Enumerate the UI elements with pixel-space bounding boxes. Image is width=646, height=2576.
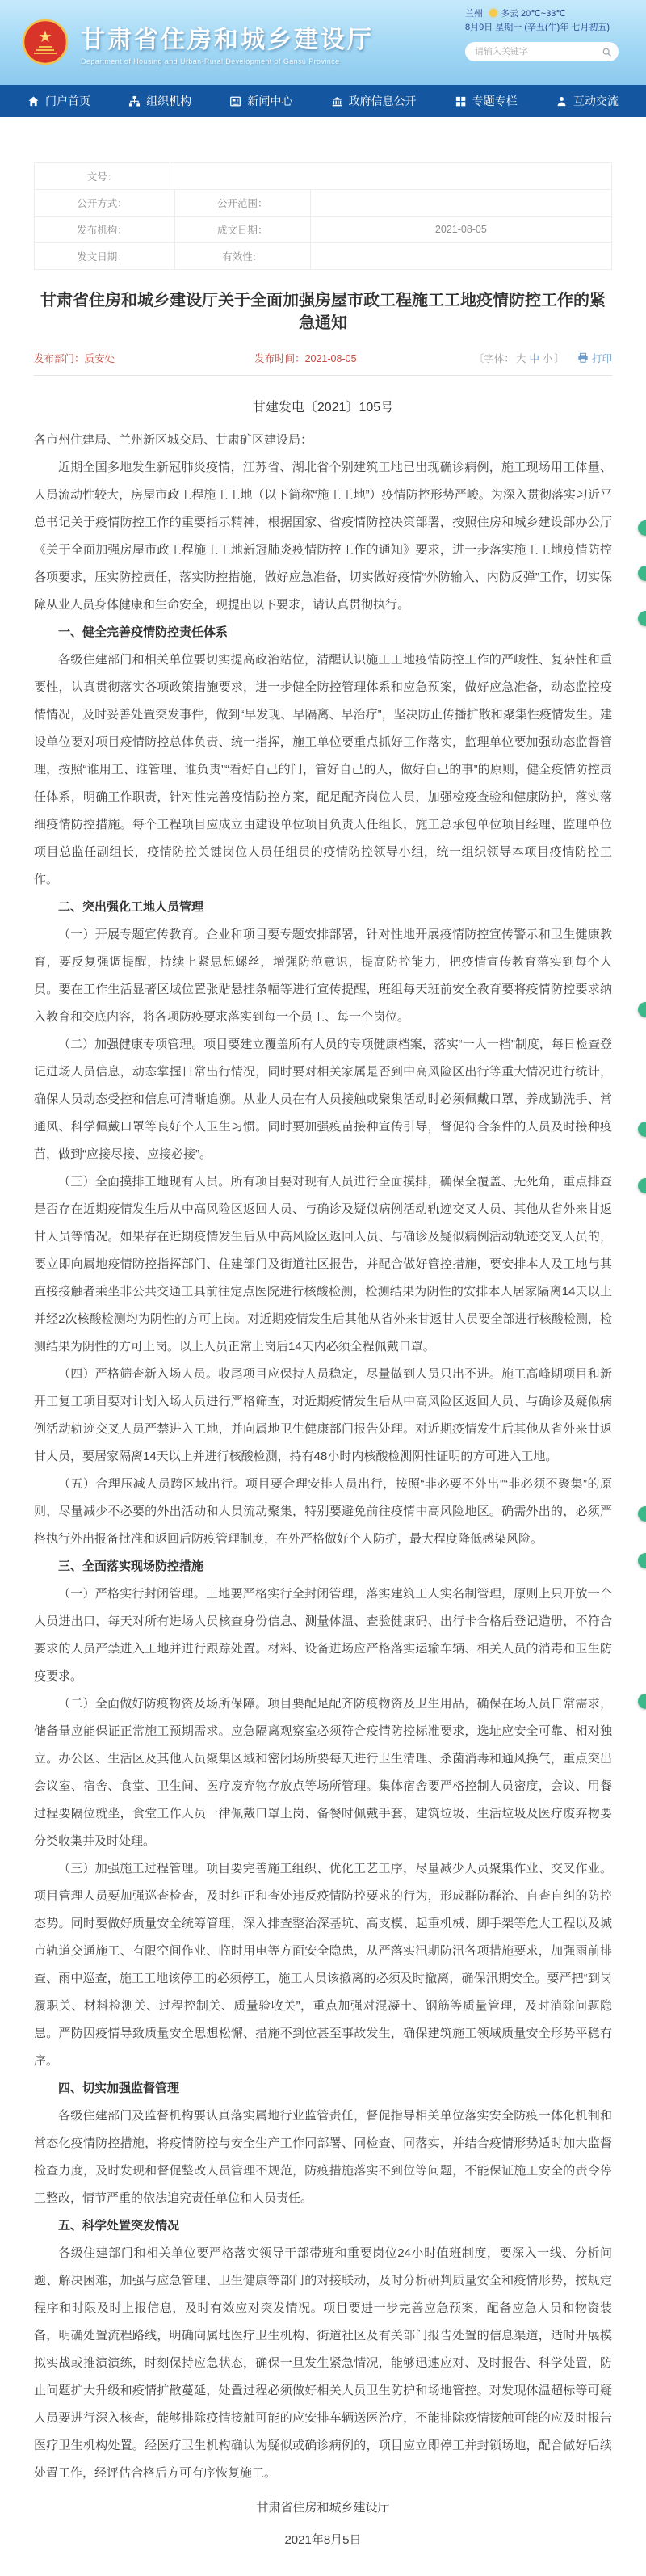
meta-label: 有效性： — [174, 243, 310, 270]
nav-item-home[interactable] — [27, 93, 90, 109]
doc-paragraph: 近期全国多地发生新冠肺炎疫情，江苏省、湖北省个别建筑工地已出现确诊病例，施工现场用工体量、人员流动性较大，房屋市政工程施工工地（以下简称“施工工地”）疫情防控形势严峻。为深入贯彻落实习近平总书记关于疫情防控工作的重要指示精神，根据国家、省疫情防控决策部署，按照住房和城乡建设部办公厅《关于全面加强房屋市政工程施工工地新冠肺炎疫情防控工作的通知》要求，进一步落实施工工地疫情防控各项要求，压实防控责任，落实防控措施，做好应急准备，切实做好疫情“外防输入、内防反弹”工作，切实保障从业人员身体健康和生命安全，现提出以下要求，请认真贯彻执行。 — [34, 461, 612, 612]
weather-city: 兰州 — [465, 9, 483, 19]
article-meta-bar — [34, 351, 612, 376]
nav-item-label: 专题专栏 — [472, 95, 518, 107]
meta-label: 公开范围： — [174, 190, 310, 217]
doc-paragraph: （四）严格筛查新入场人员。收尾项目应保持人员稳定，尽量做到人员只出不进。施工高峰期项目和新开工复工项目要对计划入场人员进行严格筛查，对近期疫情发生后从中高风险区返回人员、与确诊及疑似病例活动轨迹交叉人员严禁进入工地，并向属地卫生健康部门报告处理。对近期疫情发生后其他从省外来甘返甘人员，要居家隔离14天以上并进行核酸检测，持有48小时内核酸检测阴性证明的方可进入工地。 — [34, 1367, 612, 1463]
doc-section-heading: 四、切实加强监督管理 — [58, 2081, 180, 2095]
meta-value — [170, 163, 612, 190]
search-box[interactable] — [465, 42, 619, 61]
meta-label: 发文日期： — [35, 243, 170, 270]
doc-paragraph: （二）全面做好防疫物资及场所保障。项目要配足配齐防疫物资及卫生用品，确保在场人员日常需求，储备量应能保证正常施工预期需求。应急隔离观察室必须符合疫情防控标准要求，选址应安全可靠、相对独立。办公区、生活区及其他人员聚集区域和密闭场所要每天进行卫生清理、杀菌消毒和通风换气，重点突出会议室、宿舍、食堂、卫生间、医疗废弃物存放点等场所管理。集体宿舍要严格控制人员密度，会议、用餐过程要隔位就坐，食堂工作人员一律佩戴口罩上岗、备餐时佩戴手套，建筑垃圾、生活垃圾及医疗废弃物要分类收集并及时处理。 — [34, 1697, 612, 1848]
nav-item-label: 互动交流 — [573, 95, 619, 107]
meta-label: 发布机构： — [35, 217, 170, 243]
doc-section-heading: 一、健全完善疫情防控责任体系 — [58, 625, 229, 639]
weather-sun-icon — [489, 9, 497, 17]
meta-value — [310, 190, 611, 217]
nav-item-gov[interactable] — [331, 93, 417, 109]
date-line: 8月9日 星期一 (辛丑(牛)年 七月初五) — [465, 23, 610, 32]
weather-text: 多云 20℃~33℃ — [501, 9, 566, 19]
nav-item-label: 新闻中心 — [247, 95, 293, 107]
home-icon — [27, 95, 40, 107]
signature-date: 2021年8月5日 — [284, 2533, 362, 2547]
weather-line — [465, 7, 619, 21]
nav-item-org[interactable] — [128, 93, 191, 109]
grid-icon — [455, 95, 467, 107]
signature-block — [34, 2492, 612, 2557]
publish-dept: 发布部门：质安处 — [34, 353, 115, 364]
meta-table-row — [35, 217, 612, 243]
national-emblem-icon — [21, 18, 69, 66]
meta-value: 2021-08-05 — [310, 217, 611, 243]
gov-building-icon — [331, 95, 343, 107]
nav-item-label: 政府信息公开 — [348, 95, 417, 107]
meta-label: 成文日期： — [174, 217, 310, 243]
doc-paragraph: （二）加强健康专项管理。项目要建立覆盖所有人员的专项健康档案，落实“一人一档”制度，每日检查登记进场人员信息，动态掌握日常出行情况，同时要对相关家属是否到中高风险区出行等重大情况进行统计，确保人员动态受控和信息可清晰追溯。从业人员在有人员接触或聚集活动时必须佩戴口罩，养成勤洗手、常通风、科学佩戴口罩等良好个人卫生习惯。同时要加强疫苗接种宣传引导，督促符合条件的人员及时接种疫苗，做到“应接尽接、应接必接”。 — [34, 1038, 612, 1161]
meta-table-row — [35, 163, 612, 190]
nav-item-interact[interactable] — [556, 93, 619, 109]
print-button[interactable]: 打印 — [577, 351, 612, 365]
main-nav — [0, 85, 646, 117]
doc-section-heading: 二、突出强化工地人员管理 — [58, 900, 204, 914]
site-logo[interactable] — [21, 18, 374, 66]
search-icon[interactable] — [602, 47, 612, 57]
page-title: 甘肃省住房和城乡建设厅关于全面加强房屋市政工程施工工地疫情防控工作的紧急通知 — [40, 292, 606, 332]
person-icon — [556, 95, 568, 107]
doc-paragraph: 各级住建部门及监督机构要认真落实属地行业监管责任，督促指导相关单位落实安全防疫一体化机制和常态化疫情防控措施，将疫情防控与安全生产工作同部署、同检查、同落实，并结合疫情形势适时加大监督检查力度，及时发现和督促整改人员管理不规范，防疫措施落实不到位等问题，不能保证施工安全的责令停工整改，情节严重的依法追究责任单位和人员责任。 — [34, 2109, 612, 2205]
meta-table — [34, 162, 612, 270]
font-size-medium-button[interactable]: 中 — [529, 353, 539, 364]
doc-paragraph: （五）合理压减人员跨区域出行。项目要合理安排人员出行，按照“非必要不外出”“非必须不聚集”的原则，尽量减少不必要的外出活动和人员流动聚集，特别要避免前往疫情中高风险地区。确需外出的，必须严格执行外出报备批准和返回后防疫管理制度，在外严格做好个人防护，最大程度降低感染风险。 — [34, 1477, 612, 1546]
doc-paragraph: 各级住建部门和相关单位要严格落实领导干部带班和重要岗位24小时值班制度，要深入一线、分析问题、解决困难，加强与应急管理、卫生健康等部门的对接联动，及时分析研判质量安全和疫情形势，按规定程序和时限及时上报信息，及时有效应对突发情况。项目要进一步完善应急预案，配备应急人员和物资装备，明确处置流程路线，明确向属地医疗卫生机构、街道社区及有关部门报告处置的信息渠道，适时开展模拟实战或推演演练，时刻保持应急状态，确保一旦发生紧急情况，能够迅速应对、及时报告、科学处置，防止问题扩大升级和疫情扩散蔓延，处置过程必须做好相关人员卫生防护和场地管控。对发现体温超标等可疑人员要进行深入核查，能够排除疫情接触可能的应安排车辆送医治疗，不能排除疫情接触可能的应及时报告医疗卫生机构处置。经医疗卫生机构确认为疑似或确诊病例的，项目应立即停工并封锁场地，配合做好后续处置工作，经评估合格后方可有序恢复施工。 — [34, 2246, 612, 2480]
doc-body — [34, 427, 612, 2487]
doc-paragraph: （一）开展专题宣传教育。企业和项目要专题安排部署，针对性地开展疫情防控宣传警示和卫生健康教育，要反复强调提醒，持续上紧思想螺丝，增强防范意识，提高防控能力，把疫情宣传教育落实到每个人员。要在工作生活显著区域位置张贴悬挂条幅等进行宣传提醒，班组每天班前安全教育要将疫情防控要求纳入教育和交底内容，将各项防疫要求落实到每一个员工、每一个岗位。 — [34, 928, 612, 1024]
nav-item-label: 组织机构 — [146, 95, 192, 107]
org-chart-icon — [128, 95, 141, 107]
svg-text:★: ★ — [38, 28, 52, 46]
nav-item-topics[interactable] — [455, 93, 518, 109]
meta-table-row — [35, 243, 612, 270]
meta-label: 公开方式： — [35, 190, 170, 217]
article-main — [0, 162, 646, 2576]
doc-paragraph: 各市州住建局、兰州新区城交局、甘肃矿区建设局： — [34, 433, 313, 447]
doc-paragraph: 各级住建部门和相关单位要切实提高政治站位，清醒认识施工工地疫情防控工作的严峻性、复杂性和重要性，认真贯彻落实各项政策措施要求，进一步健全防控管理体系和应急预案，做好应急准备，动态监控疫情情况，及时妥善处置突发事件，做到“早发现、早隔离、早治疗”，坚决防止传播扩散和聚集性疫情发生。建设单位要对项目疫情防控总体负责、统一指挥，施工单位要重点抓好工作落实，监理单位要加强动态监督管理，按照“谁用工、谁管理、谁负责”“看好自己的门，管好自己的人，做好自己的事”的原则，健全疫情防控责任体系，明确工作职责，针对性完善疫情防控方案，配足配齐岗位人员，加强检疫查验和健康防护，落实落细疫情防控措施。每个工程项目应成立由建设单位项目负责人任组长，施工总承包单位项目经理、监理单位项目总监任副组长，疫情防控关键岗位人员任组员的疫情防控领导小组，统一组织领导本项目疫情防控工作。 — [34, 653, 612, 886]
doc-section-heading: 五、科学处置突发情况 — [58, 2219, 180, 2233]
doc-number: 甘建发电〔2021〕105号 — [252, 401, 394, 415]
nav-item-news[interactable] — [229, 93, 292, 109]
newspaper-icon — [229, 95, 241, 107]
site-title: 甘肃省住房和城乡建设厅 — [81, 26, 374, 53]
font-size-tools: 〔字体： 大 中 小 〕 — [473, 353, 564, 364]
meta-label: 文号： — [35, 163, 170, 190]
doc-paragraph: （三）加强施工过程管理。项目要完善施工组织、优化工艺工序，尽量减少人员聚集作业、交叉作业。项目管理人员要加强巡查检查，及时纠正和查处违反疫情防控要求的行为，形成群防群治、自查自纠的防控态势。同时要做好质量安全统筹管理，深入排查整治深基坑、高支模、起重机械、脚手架等危大工程以及城市轨道交通施工、有限空间作业、临时用电等方面安全隐患，从严落实汛期防汛各项措施要求，加强雨前排查、雨中巡查，施工工地该停工的必须停工，施工人员该撤离的必须及时撤离，确保汛期安全。要严把“到岗履职关、材料检测关、过程控制关、质量验收关”，重点加强对混凝土、钢筋等质量管理，及时消除问题隐患。严防因疫情导致质量安全思想松懈、措施不到位甚至事故发生，确保建筑施工领域质量安全形势平稳有序。 — [34, 1862, 612, 2068]
meta-value — [310, 243, 611, 270]
search-input[interactable] — [475, 47, 602, 57]
doc-section-heading: 三、全面落实现场防控措施 — [58, 1559, 204, 1573]
doc-paragraph: （三）全面摸排工地现有人员。所有项目要对现有人员进行全面摸排，确保全覆盖、无死角，重点排查是否存在近期疫情发生后从中高风险区返回人员、与确诊及疑似病例活动轨迹交叉人员、其他从省外来甘返甘人员等情况。如果存在近期疫情发生后从中高风险区返回人员、与确诊及疑似病例活动轨迹交叉人员的，要立即向属地疫情防控指挥部门、住建部门及街道社区报告，并配合做好管控措施，要安排本人及工地与其直接接触者乘坐非公共交通工具前往定点医院进行核酸检测，检测结果为阴性的安排本人居家隔离14天以上并经2次核酸检测均为阴性的方可上岗。对近期疫情发生后其他从省外来甘返甘人员要全部进行核酸检测，检测结果为阴性的方可上岗。以上人员正常上岗后14天内必须全程佩戴口罩。 — [34, 1175, 612, 1353]
site-subtitle: Department of Housing and Urban-Rural Development of Gansu Province — [81, 57, 340, 65]
site-header — [0, 0, 646, 85]
font-size-small-button[interactable]: 小 — [542, 353, 553, 364]
publish-time: 发布时间：2021-08-05 — [254, 353, 357, 364]
font-size-large-button[interactable]: 大 — [515, 353, 526, 364]
meta-table-row — [35, 190, 612, 217]
signature-org: 甘肃省住房和城乡建设厅 — [256, 2501, 390, 2515]
header-right — [465, 7, 619, 61]
printer-icon — [577, 352, 589, 364]
doc-paragraph: （一）严格实行封闭管理。工地要严格实行全封闭管理，落实建筑工人实名制管理，原则上只开放一个人员进出口，每天对所有进场人员核查身份信息、测量体温、查验健康码、出行卡合格后登记造册，不符合要求的人员严禁进入工地并进行跟踪处置。材料、设备进场应严格落实运输车辆、相关人员的消毒和卫生防疫要求。 — [34, 1587, 612, 1683]
nav-item-label: 门户首页 — [45, 95, 90, 107]
